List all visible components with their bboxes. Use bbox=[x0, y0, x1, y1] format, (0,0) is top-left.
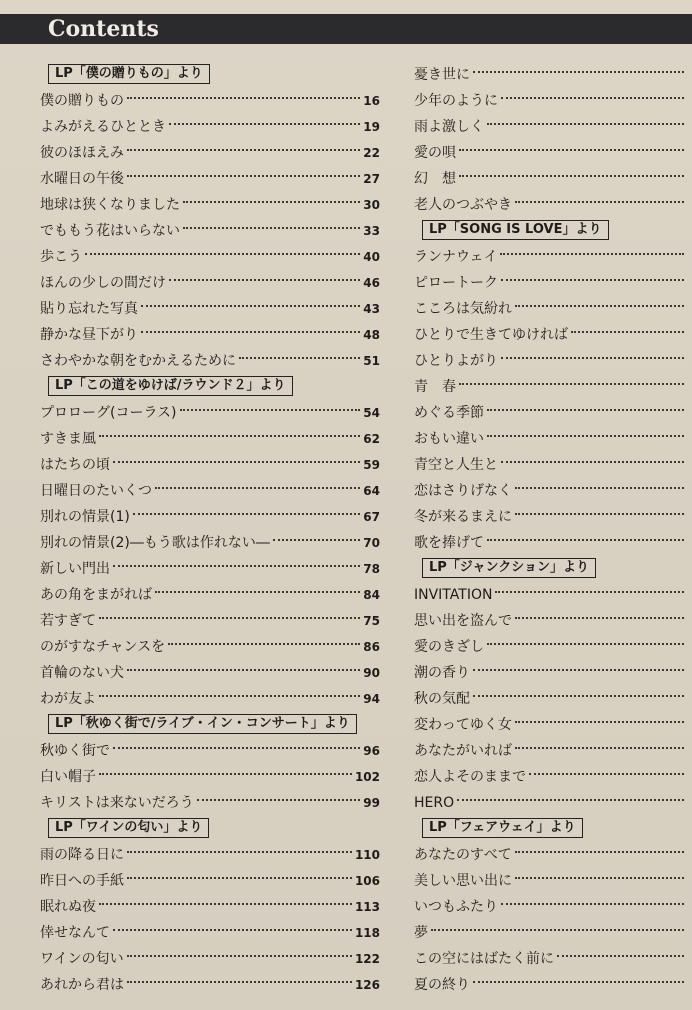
toc-entry bbox=[414, 348, 684, 374]
dot-leader bbox=[487, 539, 684, 541]
toc-entry bbox=[414, 296, 684, 322]
dot-leader bbox=[529, 773, 684, 775]
dot-leader bbox=[127, 669, 360, 671]
page-number: 22 bbox=[363, 146, 380, 160]
toc-entry bbox=[40, 946, 380, 972]
song-title: はたちの頃 bbox=[40, 457, 110, 473]
dot-leader bbox=[515, 721, 684, 723]
toc-entry bbox=[414, 426, 684, 452]
dot-leader bbox=[113, 747, 360, 749]
toc-entry bbox=[40, 738, 380, 764]
song-title: 白い帽子 bbox=[40, 769, 96, 785]
toc-entry bbox=[414, 322, 684, 348]
song-title: めぐる季節 bbox=[414, 405, 484, 421]
dot-leader bbox=[239, 357, 360, 359]
toc-entry bbox=[40, 764, 380, 790]
page-number: 75 bbox=[363, 614, 380, 628]
toc-entry bbox=[40, 530, 380, 556]
dot-leader bbox=[99, 903, 352, 905]
toc-entry bbox=[40, 582, 380, 608]
toc-entry bbox=[40, 608, 380, 634]
dot-leader bbox=[487, 123, 684, 125]
dot-leader bbox=[169, 279, 360, 281]
song-title: 思い出を盗んで bbox=[414, 613, 512, 629]
toc-entry bbox=[40, 842, 380, 868]
page-number: 64 bbox=[363, 484, 380, 498]
song-title: 恋はさりげなく bbox=[414, 483, 512, 499]
song-title: 静かな昼下がり bbox=[40, 327, 138, 343]
dot-leader bbox=[457, 799, 684, 801]
song-title: 貼り忘れた写真 bbox=[40, 301, 138, 317]
dot-leader bbox=[113, 565, 360, 567]
song-title: ひとりよがり bbox=[414, 353, 498, 369]
dot-leader bbox=[473, 981, 684, 983]
song-title: わが友よ bbox=[40, 691, 96, 707]
toc-entry bbox=[414, 738, 684, 764]
dot-leader bbox=[487, 435, 684, 437]
dot-leader bbox=[459, 383, 684, 385]
toc-entry bbox=[40, 426, 380, 452]
song-title: 青 春 bbox=[414, 379, 456, 395]
toc-entry bbox=[414, 790, 684, 816]
dot-leader bbox=[487, 409, 684, 411]
toc-entry bbox=[414, 634, 684, 660]
song-title: 恋人よそのままで bbox=[414, 769, 526, 785]
toc-entry bbox=[414, 582, 684, 608]
song-title: 水曜日の午後 bbox=[40, 171, 124, 187]
song-title: INVITATION bbox=[414, 587, 493, 603]
song-title: さわやかな朝をむかえるために bbox=[40, 353, 236, 369]
song-title: あなたのすべて bbox=[414, 847, 512, 863]
dot-leader bbox=[273, 539, 360, 541]
toc-entry bbox=[40, 166, 380, 192]
page-number: 102 bbox=[354, 770, 380, 784]
toc-entry bbox=[40, 400, 380, 426]
toc-entry bbox=[414, 764, 684, 790]
song-title: ほんの少しの間だけ bbox=[40, 275, 166, 291]
song-title: 雨の降る日に bbox=[40, 847, 124, 863]
song-title: 新しい門出 bbox=[40, 561, 110, 577]
song-title: 首輪のない犬 bbox=[40, 665, 124, 681]
toc-entry bbox=[40, 478, 380, 504]
section-heading: LP「僕の贈りもの」より bbox=[48, 64, 210, 84]
section-heading: LP「ジャンクション」より bbox=[422, 558, 596, 578]
toc-entry bbox=[414, 946, 684, 972]
toc-entry bbox=[414, 686, 684, 712]
page-number: 46 bbox=[363, 276, 380, 290]
song-title: こころは気紛れ bbox=[414, 301, 512, 317]
dot-leader bbox=[500, 253, 684, 255]
page-number: 110 bbox=[354, 848, 380, 862]
toc-entry bbox=[40, 348, 380, 374]
dot-leader bbox=[515, 617, 684, 619]
song-title: キリストは来ないだろう bbox=[40, 795, 194, 811]
toc-entry bbox=[414, 114, 684, 140]
toc-entry bbox=[414, 530, 684, 556]
page-number: 106 bbox=[354, 874, 380, 888]
song-title: あなたがいれば bbox=[414, 743, 512, 759]
page-number: 62 bbox=[363, 432, 380, 446]
dot-leader bbox=[168, 643, 360, 645]
toc-entry bbox=[414, 374, 684, 400]
toc-entry bbox=[414, 920, 684, 946]
dot-leader bbox=[557, 955, 684, 957]
dot-leader bbox=[99, 773, 352, 775]
toc-entry bbox=[414, 270, 684, 296]
toc-entry bbox=[40, 920, 380, 946]
dot-leader bbox=[515, 305, 684, 307]
dot-leader bbox=[515, 747, 684, 749]
dot-leader bbox=[501, 97, 684, 99]
toc-entry bbox=[40, 504, 380, 530]
toc-entry bbox=[40, 660, 380, 686]
song-title: 別れの情景(2)―もう歌は作れない― bbox=[40, 535, 270, 551]
song-title: ピロートーク bbox=[414, 275, 498, 291]
song-title: 倖せなんて bbox=[40, 925, 110, 941]
toc-entry bbox=[414, 140, 684, 166]
dot-leader bbox=[571, 331, 684, 333]
dot-leader bbox=[99, 617, 360, 619]
page-number: 94 bbox=[363, 692, 380, 706]
toc-entry bbox=[414, 166, 684, 192]
page-number: 59 bbox=[363, 458, 380, 472]
song-title: プロローグ(コーラス) bbox=[40, 405, 177, 421]
toc-entry bbox=[414, 842, 684, 868]
song-title: あの角をまがれば bbox=[40, 587, 152, 603]
song-title: 雨よ激しく bbox=[414, 119, 484, 135]
toc-entry bbox=[40, 114, 380, 140]
song-title: 老人のつぶやき bbox=[414, 197, 512, 213]
page-number: 16 bbox=[363, 94, 380, 108]
page-number: 27 bbox=[363, 172, 380, 186]
toc-entry bbox=[40, 868, 380, 894]
toc-entry bbox=[40, 192, 380, 218]
dot-leader bbox=[183, 227, 360, 229]
toc-entry bbox=[414, 504, 684, 530]
song-title: この空にはばたく前に bbox=[414, 951, 554, 967]
toc-entry bbox=[40, 140, 380, 166]
section-heading: LP「ワインの匂い」より bbox=[48, 818, 209, 838]
dot-leader bbox=[515, 851, 684, 853]
dot-leader bbox=[127, 877, 352, 879]
dot-leader bbox=[85, 253, 360, 255]
toc-entry bbox=[40, 894, 380, 920]
song-title: ランナウェイ bbox=[414, 249, 498, 265]
section-heading: LP「この道をゆけば/ラウンド２」より bbox=[48, 376, 293, 396]
page-number: 40 bbox=[363, 250, 380, 264]
toc-entry bbox=[414, 894, 684, 920]
page-number: 54 bbox=[363, 406, 380, 420]
dot-leader bbox=[197, 799, 361, 801]
dot-leader bbox=[127, 149, 360, 151]
toc-entry bbox=[40, 88, 380, 114]
song-title: 青空と人生と bbox=[414, 457, 498, 473]
page-number: 86 bbox=[363, 640, 380, 654]
toc-entry bbox=[414, 972, 684, 998]
toc-entry bbox=[414, 244, 684, 270]
toc-entry bbox=[414, 192, 684, 218]
page-number: 99 bbox=[363, 796, 380, 810]
dot-leader bbox=[127, 97, 360, 99]
song-title: 変わってゆく女 bbox=[414, 717, 512, 733]
dot-leader bbox=[99, 435, 360, 437]
song-title: 幻 想 bbox=[414, 171, 456, 187]
dot-leader bbox=[113, 461, 360, 463]
dot-leader bbox=[473, 669, 684, 671]
song-title: ワインの匂い bbox=[40, 951, 124, 967]
dot-leader bbox=[473, 695, 684, 697]
song-title: 秋の気配 bbox=[414, 691, 470, 707]
dot-leader bbox=[155, 591, 360, 593]
toc-entry bbox=[40, 296, 380, 322]
song-title: のがすなチャンスを bbox=[40, 639, 166, 655]
page-number: 118 bbox=[354, 926, 380, 940]
song-title: 別れの情景(1) bbox=[40, 509, 130, 525]
song-title: 僕の贈りもの bbox=[40, 93, 124, 109]
toc-entry bbox=[414, 660, 684, 686]
song-title: 少年のように bbox=[414, 93, 498, 109]
song-title: 憂き世に bbox=[414, 67, 470, 83]
dot-leader bbox=[515, 487, 684, 489]
toc-entry bbox=[414, 88, 684, 114]
song-title: でももう花はいらない bbox=[40, 223, 180, 239]
page-number: 33 bbox=[363, 224, 380, 238]
toc-entry bbox=[40, 556, 380, 582]
song-title: 彼のほほえみ bbox=[40, 145, 124, 161]
toc-entry bbox=[40, 270, 380, 296]
song-title: ひとりで生きてゆければ bbox=[414, 327, 568, 343]
page-title: Contents bbox=[48, 16, 159, 42]
dot-leader bbox=[501, 903, 684, 905]
page-number: 30 bbox=[363, 198, 380, 212]
section-heading: LP「フェアウェイ」より bbox=[422, 818, 583, 838]
page-number: 113 bbox=[354, 900, 380, 914]
section-heading: LP「秋ゆく街で/ライブ・イン・コンサート」より bbox=[48, 714, 357, 734]
toc-entry bbox=[414, 452, 684, 478]
right-column bbox=[414, 62, 684, 998]
song-title: 潮の香り bbox=[414, 665, 470, 681]
song-title: すきま風 bbox=[40, 431, 96, 447]
song-title: 歩こう bbox=[40, 249, 82, 265]
song-title: 歌を捧げて bbox=[414, 535, 484, 551]
page-number: 122 bbox=[354, 952, 380, 966]
dot-leader bbox=[169, 123, 360, 125]
song-title: HERO bbox=[414, 795, 455, 811]
page-number: 48 bbox=[363, 328, 380, 342]
song-title: いつもふたり bbox=[414, 899, 498, 915]
dot-leader bbox=[183, 201, 360, 203]
section-heading: LP「SONG IS LOVE」より bbox=[422, 220, 609, 240]
song-title: 夏の終り bbox=[414, 977, 470, 993]
dot-leader bbox=[133, 513, 360, 515]
dot-leader bbox=[515, 513, 684, 515]
dot-leader bbox=[99, 695, 360, 697]
song-title: 地球は狭くなりました bbox=[40, 197, 180, 213]
page-number: 96 bbox=[363, 744, 380, 758]
toc-entry bbox=[40, 790, 380, 816]
page-number: 51 bbox=[363, 354, 380, 368]
page-number: 43 bbox=[363, 302, 380, 316]
dot-leader bbox=[515, 877, 684, 879]
page-number: 67 bbox=[363, 510, 380, 524]
dot-leader bbox=[113, 929, 352, 931]
dot-leader bbox=[127, 955, 352, 957]
song-title: 日曜日のたいくつ bbox=[40, 483, 152, 499]
song-title: 美しい思い出に bbox=[414, 873, 512, 889]
song-title: 冬が来るまえに bbox=[414, 509, 512, 525]
dot-leader bbox=[431, 929, 684, 931]
song-title: 眠れぬ夜 bbox=[40, 899, 96, 915]
song-title: よみがえるひととき bbox=[40, 119, 166, 135]
song-title: おもい違い bbox=[414, 431, 484, 447]
toc-entry bbox=[40, 452, 380, 478]
dot-leader bbox=[127, 851, 352, 853]
dot-leader bbox=[141, 305, 360, 307]
dot-leader bbox=[495, 591, 684, 593]
dot-leader bbox=[501, 279, 684, 281]
song-title: 愛の唄 bbox=[414, 145, 456, 161]
toc-entry bbox=[414, 62, 684, 88]
dot-leader bbox=[127, 175, 360, 177]
toc-entry bbox=[40, 244, 380, 270]
toc-entry bbox=[40, 972, 380, 998]
dot-leader bbox=[473, 71, 684, 73]
dot-leader bbox=[501, 357, 684, 359]
dot-leader bbox=[180, 409, 361, 411]
toc-entry bbox=[414, 868, 684, 894]
dot-leader bbox=[501, 461, 684, 463]
dot-leader bbox=[487, 643, 684, 645]
page-number: 84 bbox=[363, 588, 380, 602]
song-title: 昨日への手紙 bbox=[40, 873, 124, 889]
page-number: 19 bbox=[363, 120, 380, 134]
toc-entry bbox=[40, 634, 380, 660]
page-number: 126 bbox=[354, 978, 380, 992]
song-title: 秋ゆく街で bbox=[40, 743, 110, 759]
dot-leader bbox=[141, 331, 360, 333]
page-number: 90 bbox=[363, 666, 380, 680]
dot-leader bbox=[515, 201, 684, 203]
dot-leader bbox=[127, 981, 352, 983]
toc-entry bbox=[40, 686, 380, 712]
page-number: 78 bbox=[363, 562, 380, 576]
toc-entry bbox=[40, 322, 380, 348]
toc-entry bbox=[40, 218, 380, 244]
dot-leader bbox=[459, 175, 684, 177]
page-number: 70 bbox=[363, 536, 380, 550]
toc-entry bbox=[414, 608, 684, 634]
dot-leader bbox=[155, 487, 360, 489]
toc-entry bbox=[414, 712, 684, 738]
song-title: 愛のきざし bbox=[414, 639, 484, 655]
song-title: 夢 bbox=[414, 925, 428, 941]
song-title: あれから君は bbox=[40, 977, 124, 993]
left-column bbox=[40, 62, 380, 998]
toc-entry bbox=[414, 400, 684, 426]
toc-entry bbox=[414, 478, 684, 504]
dot-leader bbox=[459, 149, 684, 151]
song-title: 若すぎて bbox=[40, 613, 96, 629]
